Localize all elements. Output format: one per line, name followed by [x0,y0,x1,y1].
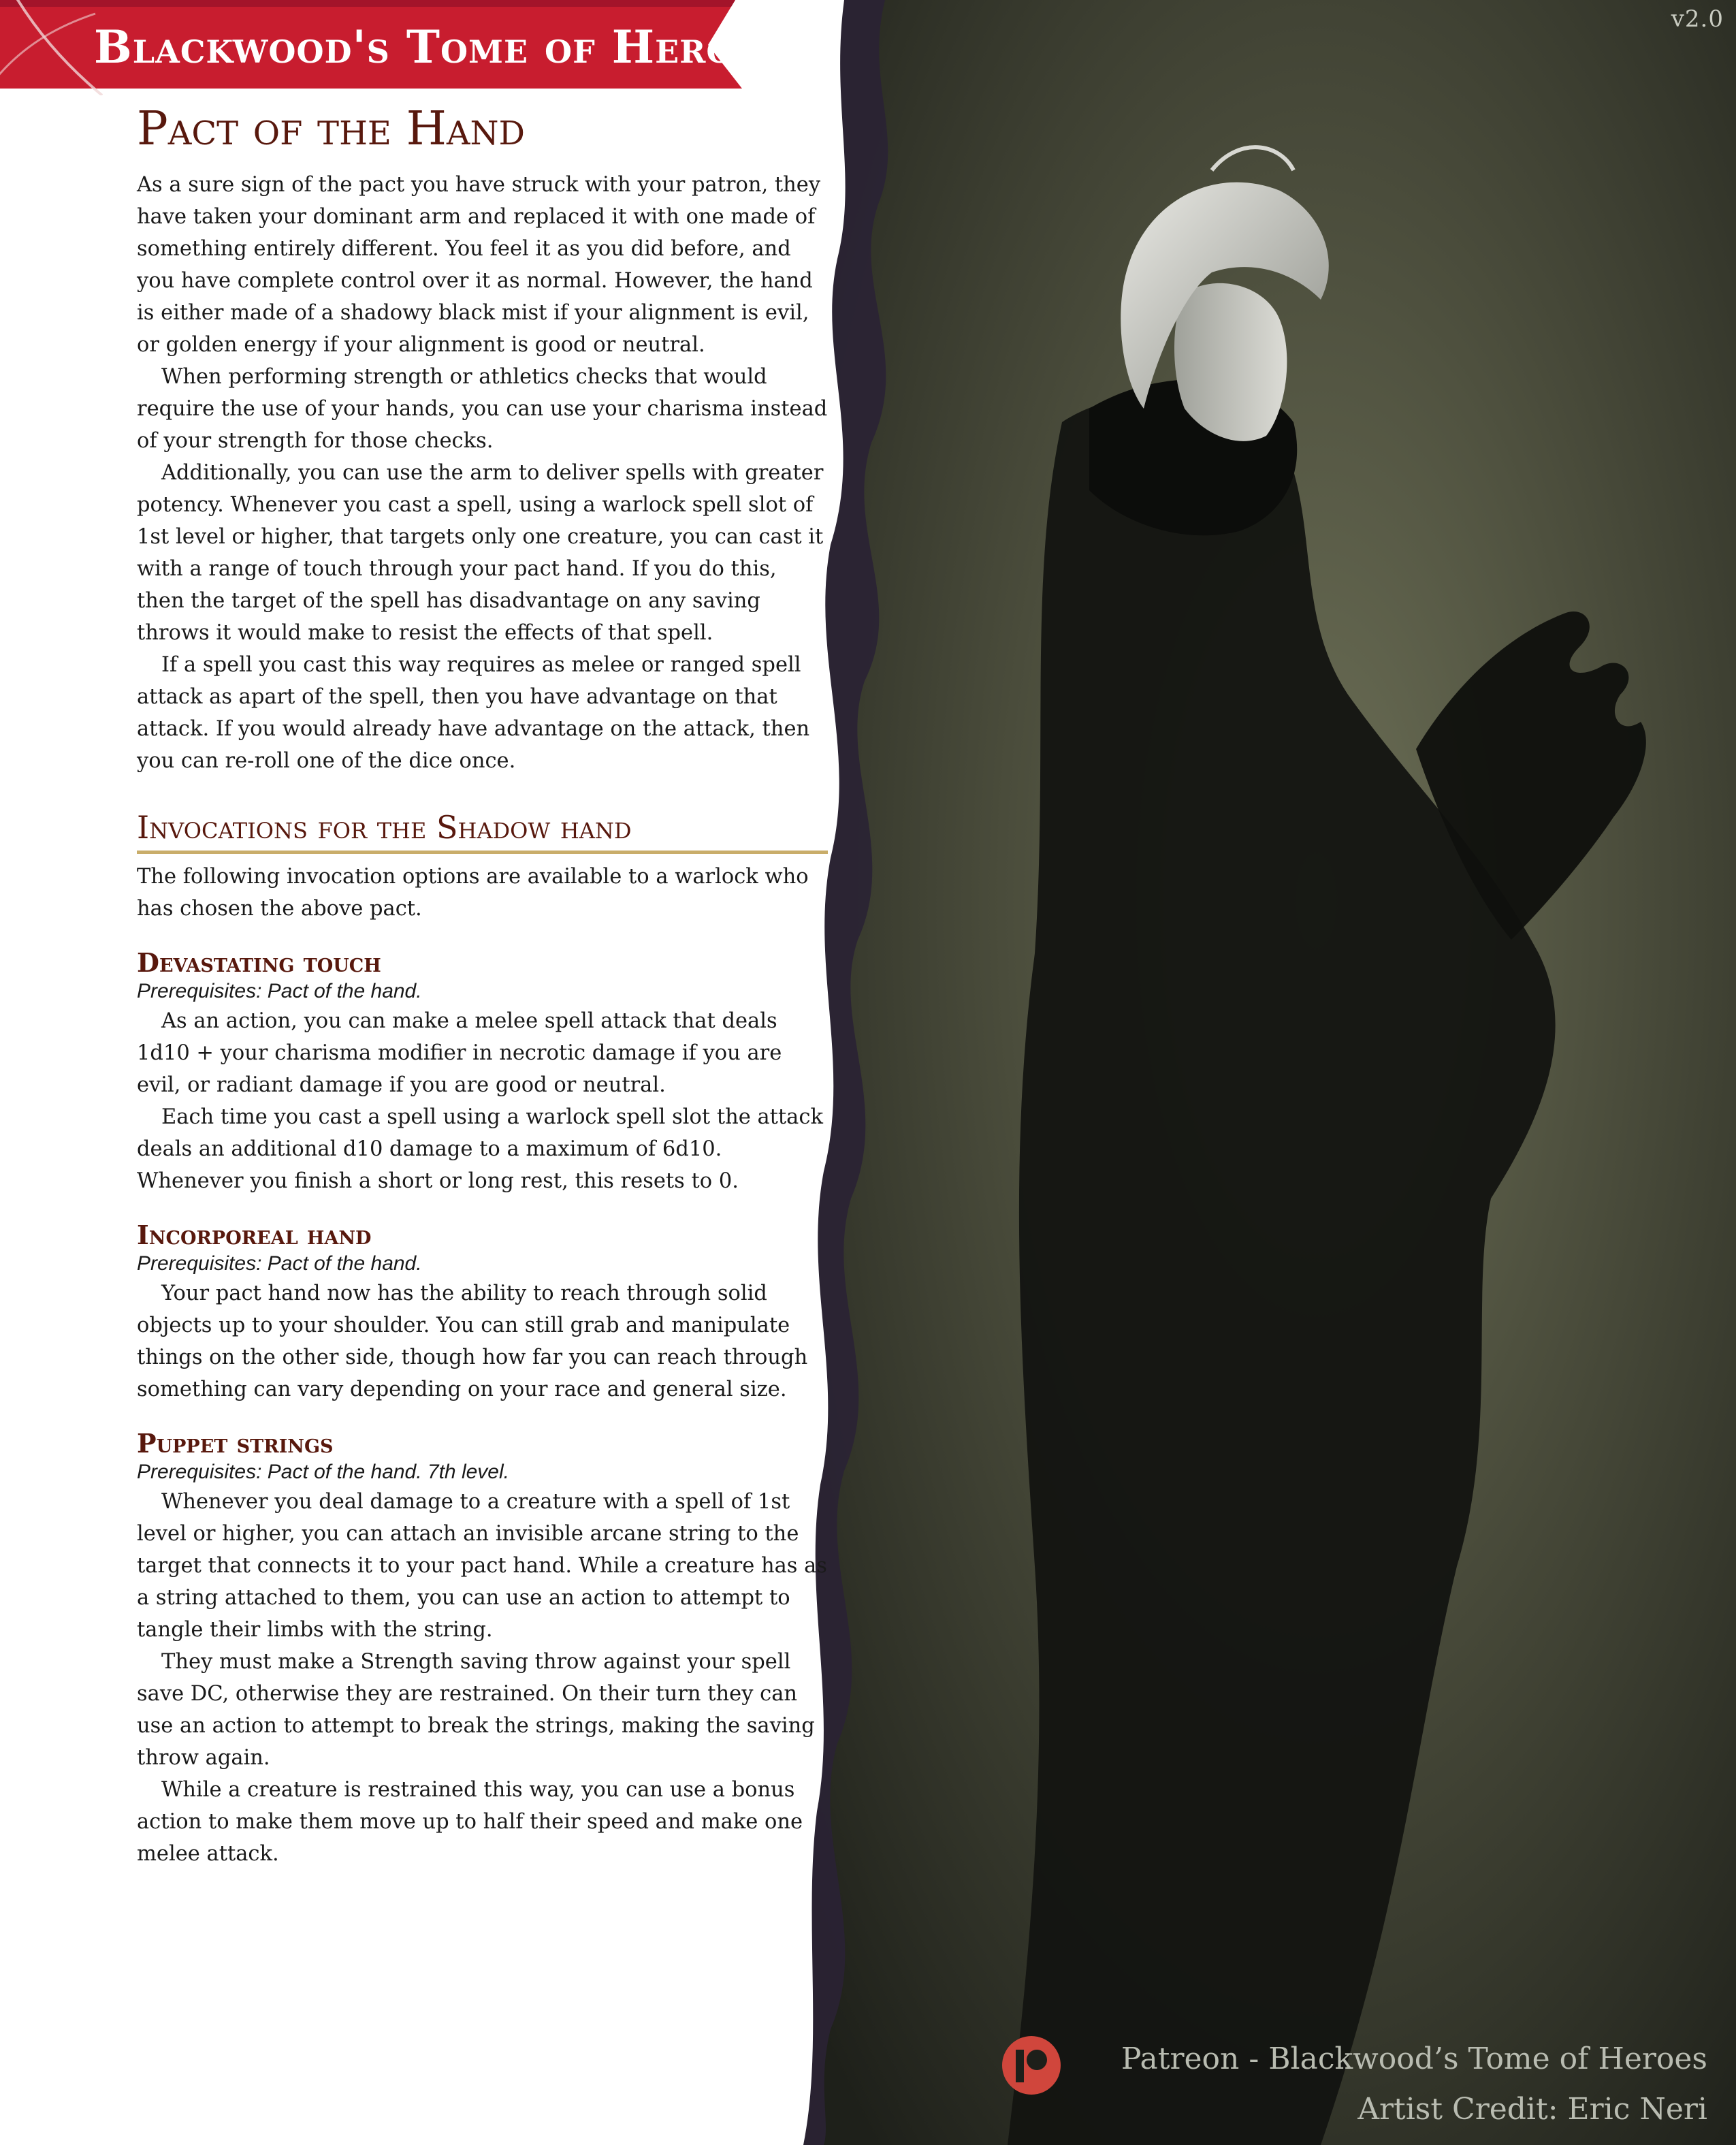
invocations-intro: The following invocation options are available to a warlock who has chosen the above pact. [137,865,809,921]
invocation-title-devastating-touch: Devastating touch [137,947,381,978]
invocations-heading: Invocations for the Shadow hand [137,808,828,854]
patreon-credit[interactable]: Patreon - Blackwood’s Tome of Heroes [1121,2041,1707,2076]
invocation-title-puppet-strings: Puppet strings [137,1428,334,1459]
invocation-paragraph: While a creature is restrained this way, you can use a bonus action to make them move up to half their speed and make one melee attack. [137,1778,803,1866]
version-label: v2.0 [1671,5,1724,33]
pact-paragraph-3: Additionally, you can use the arm to deliver spells with greater potency. Whenever you cast a spell, using a warlock spell slot of 1st level or higher, that targets only one creature, you can cast it with a range of touch through your pact hand. If you do this, then the target of the spell has disadvantage on any saving throws it would make to resist the effects of that spell. [137,461,824,645]
pact-paragraph-1: As a sure sign of the pact you have struck with your patron, they have taken your dominant arm and replaced it with one made of something entirely different. You feel it as you did before, and you have complete control over it as normal. However, the hand is either made of a shadowy black mist if your alignment is evil, or golden energy if your alignment is good or neutral. [137,173,821,357]
section-title: Pact of the Hand [137,102,526,156]
invocation-paragraph: Each time you cast a spell using a warlock spell slot the attack deals an additional d10 damage to a maximum of 6d10. Whenever you finish a short or long rest, this resets to 0. [137,1105,823,1193]
invocation-prereq: Prerequisites: Pact of the hand. 7th level. [137,1461,509,1483]
cover-artwork [803,0,1736,2145]
invocation-paragraph: As an action, you can make a melee spell attack that deals 1d10 + your charisma modifier in necrotic damage if you are evil, or radiant damage if you are good or neutral. [137,1009,782,1097]
patreon-logo-bar [1016,2050,1024,2082]
patreon-logo-icon[interactable] [1002,2036,1061,2095]
invocation-prereq: Prerequisites: Pact of the hand. [137,1252,422,1275]
artist-credit: Artist Credit: Eric Neri [1357,2092,1707,2127]
banner-title: Blackwood's Tome of Heroes [94,20,782,74]
pact-paragraph-2: When performing strength or athletics checks that would require the use of your hands, you can use your charisma instead of your strength for those checks. [137,365,828,453]
invocation-prereq: Prerequisites: Pact of the hand. [137,980,422,1002]
invocation-title-incorporeal-hand: Incorporeal hand [137,1220,372,1250]
text-column [137,102,828,1870]
invocation-paragraph: Your pact hand now has the ability to reach through solid objects up to your shoulder. You can still grab and manipulate things on the other side, though how far you can reach through something can vary depending on your race and general size. [137,1282,808,1401]
header-banner [0,0,782,95]
hooded-figure-illustration [803,0,1736,2145]
invocation-paragraph: They must make a Strength saving throw against your spell save DC, otherwise they are restrained. On their turn they can use an action to attempt to break the strings, making the saving throw again. [137,1650,815,1770]
pact-paragraph-4: If a spell you cast this way requires as melee or ranged spell attack as apart of the spell, then you have advantage on that attack. If you would already have advantage on the attack, then you can re-roll one of the dice once. [137,653,810,773]
invocation-paragraph: Whenever you deal damage to a creature with a spell of 1st level or higher, you can attach an invisible arcane string to the target that connects it to your pact hand. While a creature has as a string attached to them, you can use an action to attempt to tangle their limbs with the string. [137,1490,827,1642]
patreon-logo-dot [1027,2050,1047,2070]
